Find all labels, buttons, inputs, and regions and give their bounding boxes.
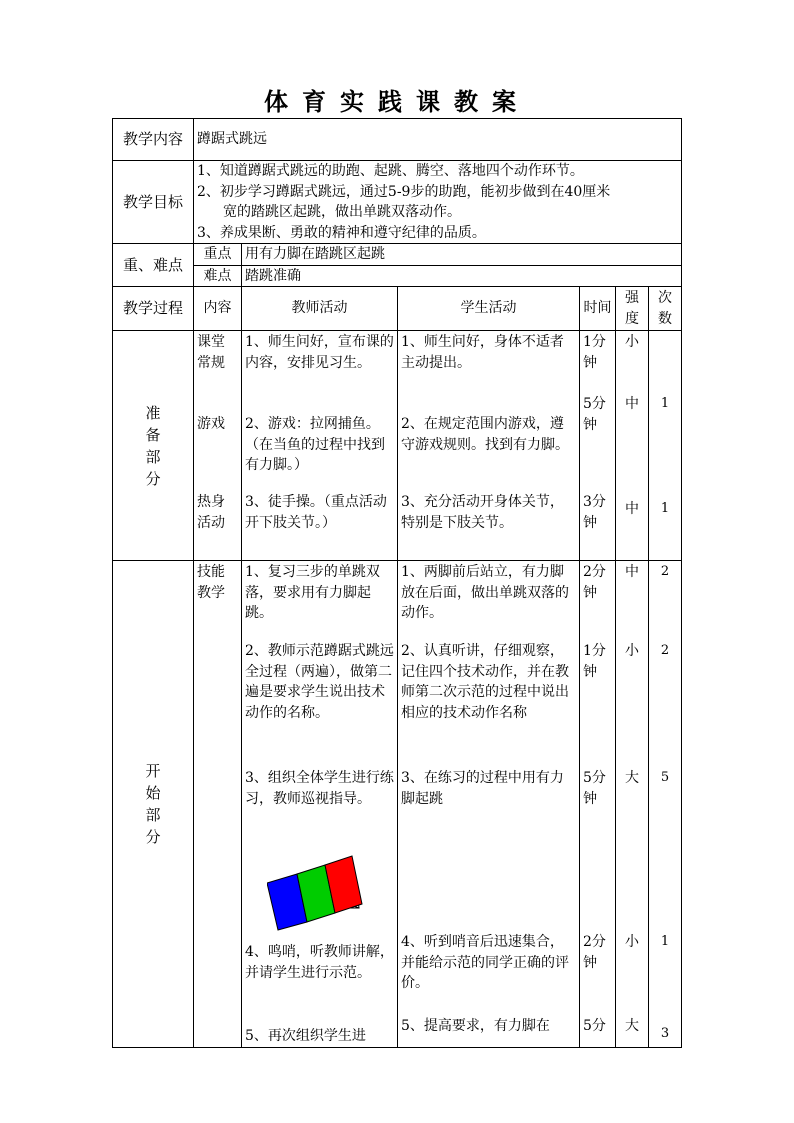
goal-item: 1、知道蹲踞式跳远的助跑、起跳、腾空、落地四个动作环节。 xyxy=(197,163,584,179)
prep-intensity: 中 xyxy=(625,396,639,412)
goal-item: 2、初步学习蹲踞式跳远，通过5-9步的助跑，能初步做到在40厘米 xyxy=(197,183,611,200)
lesson-plan-table xyxy=(112,118,682,1048)
content-header: 内容 xyxy=(194,287,242,331)
prep-time: 5分钟 xyxy=(583,396,606,433)
jump-mat-illustration xyxy=(267,838,377,932)
prep-teacher-col xyxy=(242,331,398,561)
long-jump-mat-figure xyxy=(267,838,394,942)
prep-student-col xyxy=(398,331,580,561)
prep-content: 游戏 xyxy=(197,416,225,432)
prep-teacher: 2、游戏：拉网捕鱼。（在当鱼的过程中找到有力脚。） xyxy=(245,416,385,473)
count-header: 次数 xyxy=(649,287,682,331)
prep-time: 1分钟 xyxy=(583,334,606,371)
prep-count: 1 xyxy=(660,501,670,516)
main-student-col xyxy=(398,561,580,1048)
prep-time-col xyxy=(580,331,616,561)
goals-cell xyxy=(194,161,682,244)
main-student: 1、两脚前后站立，有力脚放在后面，做出单跳双落的动作。 xyxy=(401,564,569,621)
content-label: 教学内容 xyxy=(113,119,194,161)
main-label xyxy=(113,561,194,1048)
prep-student: 3、充分活动开身体关节，特别是下肢关节。 xyxy=(401,494,564,531)
main-time: 2分钟 xyxy=(583,564,606,601)
main-time-col xyxy=(580,561,616,1048)
main-time: 5分钟 xyxy=(583,770,606,807)
key-value: 用有力脚在踏跳区起跳 xyxy=(242,244,682,266)
main-count: 2 xyxy=(660,643,670,658)
teacher-header: 教师活动 xyxy=(242,287,398,331)
main-count-col xyxy=(649,561,682,1048)
main-student: 3、在练习的过程中用有力脚起跳 xyxy=(401,770,564,807)
main-intensity: 大 xyxy=(625,770,639,786)
prep-student: 2、在规定范围内游戏，遵守游戏规则。找到有力脚。 xyxy=(401,416,569,453)
prep-label xyxy=(113,331,194,561)
prep-intensity: 小 xyxy=(625,334,639,350)
main-intensity-col xyxy=(616,561,649,1048)
hard-label: 难点 xyxy=(194,265,242,287)
goal-item: 3、养成果断、勇敢的精神和遵守纪律的品质。 xyxy=(197,224,486,241)
intensity-header: 强度 xyxy=(616,287,649,331)
page-title: 体育实践课教案 xyxy=(264,88,530,116)
prep-content-col xyxy=(194,331,242,561)
main-time: 5分 xyxy=(583,1018,606,1034)
prep-label-text: 准备部分 xyxy=(145,403,161,488)
goal-item: 宽的踏跳区起跳，做出单跳双落动作。 xyxy=(223,204,461,220)
main-teacher: 4、鸣哨，听教师讲解，并请学生进行示范。 xyxy=(245,944,394,981)
main-student: 5、提高要求，有力脚在 xyxy=(401,1018,550,1034)
student-header: 学生活动 xyxy=(398,287,580,331)
main-teacher: 1、复习三步的单跳双落，要求用有力脚起跳。 xyxy=(245,564,380,621)
main-count: 5 xyxy=(660,770,670,785)
prep-time: 3分钟 xyxy=(583,494,606,531)
content-value: 蹲踞式跳远 xyxy=(194,119,682,161)
main-label-text: 开始部分 xyxy=(145,761,161,846)
prep-count: 1 xyxy=(660,396,670,411)
prep-teacher: 3、徒手操。（重点活动开下肢关节。） xyxy=(245,494,387,531)
prep-teacher: 1、师生问好，宣布课的内容，安排见习生。 xyxy=(245,334,394,371)
keypoints-label: 重、难点 xyxy=(113,244,194,287)
main-intensity: 小 xyxy=(625,934,639,950)
main-teacher: 3、组织全体学生进行练习，教师巡视指导。 xyxy=(245,770,394,807)
main-count: 1 xyxy=(660,934,670,949)
main-teacher: 2、教师示范蹲踞式跳远全过程（两遍），做第二遍是要求学生说出技术动作的名称。 xyxy=(245,643,394,721)
prep-intensity-col xyxy=(616,331,649,561)
main-intensity: 大 xyxy=(625,1018,639,1034)
prep-student: 1、师生问好，身体不适者主动提出。 xyxy=(401,334,564,371)
prep-content: 课堂常规 xyxy=(197,334,225,371)
main-student: 2、认真听讲，仔细观察，记住四个技术动作，并在教师第二次示范的过程中说出相应的技术动作名称 xyxy=(401,643,569,721)
prep-content: 热身活动 xyxy=(197,494,225,531)
key-label: 重点 xyxy=(194,244,242,266)
goals-label: 教学目标 xyxy=(113,161,194,244)
main-time: 2分钟 xyxy=(583,934,606,971)
prep-count xyxy=(652,332,678,394)
prep-intensity: 中 xyxy=(625,501,639,517)
main-count: 2 xyxy=(660,564,670,579)
main-time: 1分钟 xyxy=(583,643,606,680)
prep-count-col xyxy=(649,331,682,561)
main-intensity: 中 xyxy=(625,564,639,580)
hard-value: 踏跳准确 xyxy=(242,265,682,287)
main-count: 3 xyxy=(660,1026,670,1041)
main-content: 技能教学 xyxy=(194,561,242,1048)
main-student: 4、听到哨音后迅速集合，并能给示范的同学正确的评价。 xyxy=(401,934,569,991)
time-header: 时间 xyxy=(580,287,616,331)
process-header: 教学过程 xyxy=(113,287,194,331)
main-teacher: 5、再次组织学生进 xyxy=(245,1028,366,1044)
main-intensity: 小 xyxy=(625,643,639,659)
main-teacher-col xyxy=(242,561,398,1048)
